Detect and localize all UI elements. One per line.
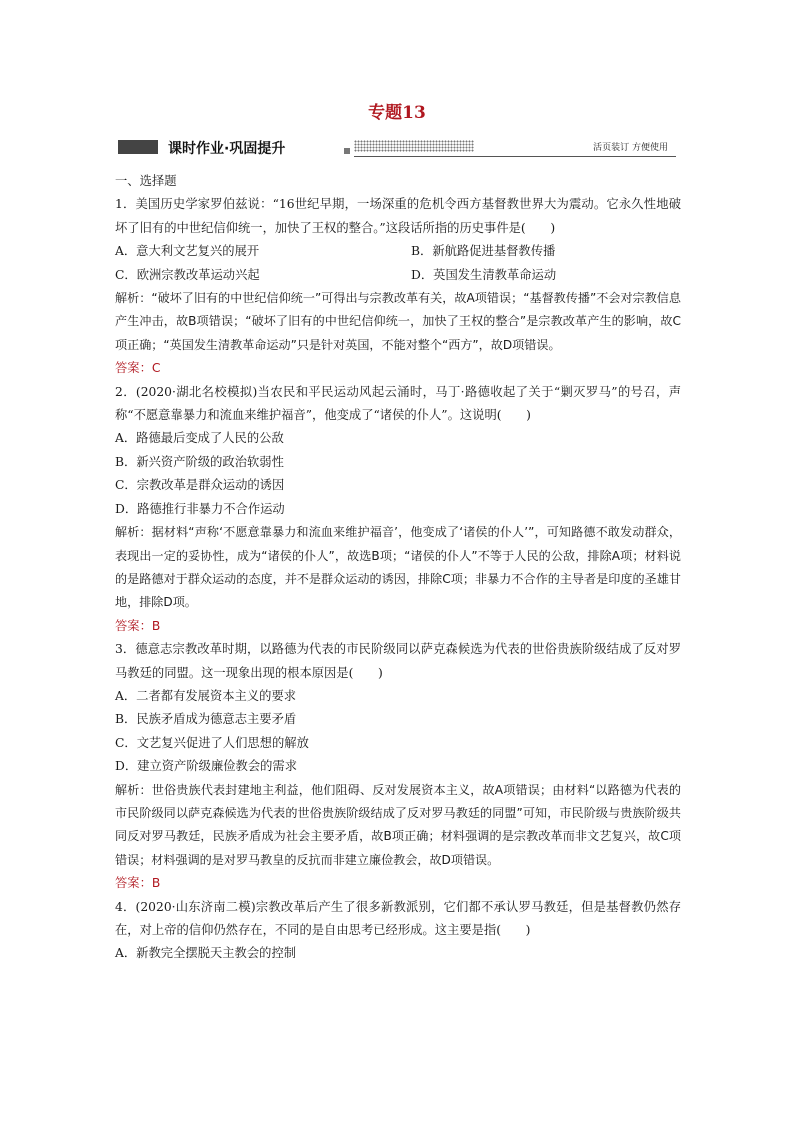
option-b: B．民族矛盾成为德意志主要矛盾 xyxy=(115,712,297,727)
option-a: A．路德最后变成了人民的公敌 xyxy=(115,431,284,446)
option-a: A．意大利文艺复兴的展开 xyxy=(115,244,260,259)
banner-title: 课时作业·巩固提升 xyxy=(168,141,286,157)
option-a: A．新教完全摆脱天主教会的控制 xyxy=(115,946,297,961)
option-b: B．新航路促进基督教传播 xyxy=(411,244,556,259)
question-3 xyxy=(115,638,681,895)
banner-square-icon xyxy=(344,148,350,154)
question-stem: 3．德意志宗教改革时期，以路德为代表的市民阶级同以萨克森候选为代表的世俗贵族阶级结成了反对罗马教廷的同盟。这一现象出现的根本原因是( ) xyxy=(115,642,681,680)
question-4 xyxy=(115,896,681,966)
banner-right-text: 活页装订 方便使用 xyxy=(593,143,668,153)
option-b: B．新兴资产阶级的政治软弱性 xyxy=(115,454,284,469)
analysis: 解析：世俗贵族代表封建地主利益，他们阻碍、反对发展资本主义，故A项错误；由材料“以路德为代表的市民阶级同以萨克森候选为代表的世俗贵族阶级结成了反对罗马教廷的同盟”可知，市民阶级与贵族阶级共同反对罗马教廷，民族矛盾成为社会主要矛盾，故B项正确；材料强调的是宗教改革而非文艺复兴，故C项错误；材料强调的是对罗马教皇的反抗而非建立廉俭教会，故D项错误。 xyxy=(115,782,681,867)
option-row xyxy=(115,240,681,263)
analysis: 解析：据材料“声称‘不愿意靠暴力和流血来维护福音’，他变成了‘诸侯的仆人’”，可知路德不敢发动群众，表现出一定的妥协性，成为“诸侯的仆人”，故选B项；“诸侯的仆人”不等于人民的公敌，排除A项；材料说的是路德对于群众运动的态度，并不是群众运动的诱因，排除C项；非暴力不合作的主导者是印度的圣雄甘地，排除D项。 xyxy=(115,525,681,610)
analysis: 解析：“破坏了旧有的中世纪信仰统一”可得出与宗教改革有关，故A项错误；“基督教传播”不会对宗教信息产生冲击，故B项错误；“破坏了旧有的中世纪信仰统一，加快了王权的整合”是宗教改革产生的影响，故C项正确；“英国发生清教革命运动”只是针对英国，不能对整个“西方”，故D项错误。 xyxy=(115,291,681,352)
option-d: D．建立资产阶级廉俭教会的需求 xyxy=(115,759,298,774)
option-d: D．路德推行非暴力不合作运动 xyxy=(115,501,285,516)
answer: 答案：C xyxy=(115,361,161,376)
option-d: D．英国发生清教革命运动 xyxy=(411,267,557,282)
page-title: 专题13 xyxy=(368,103,426,123)
question-stem: 2．(2020·湖北名校模拟)当农民和平民运动风起云涌时，马丁·路德收起了关于“剿灭罗马”的号召，声称“不愿意靠暴力和流血来维护福音”，他变成了“诸侯的仆人”。这说明( ) xyxy=(115,384,681,423)
question-stem: 4．(2020·山东济南二模)宗教改革后产生了很多新教派别，它们都不承认罗马教廷，但是基督教仍然存在，对上帝的信仰仍然存在，不同的是自由思考已经形成。这主要是指( ) xyxy=(115,899,681,937)
option-c: C．宗教改革是群众运动的诱因 xyxy=(115,478,285,493)
section-heading: 一、选择题 xyxy=(115,174,177,188)
question-content xyxy=(115,170,681,966)
section-banner xyxy=(118,138,676,158)
option-c: C．文艺复兴促进了人们思想的解放 xyxy=(115,735,309,750)
answer: 答案：B xyxy=(115,618,161,633)
answer: 答案：B xyxy=(115,876,161,891)
banner-rule xyxy=(354,156,676,157)
option-row xyxy=(115,264,681,287)
question-1 xyxy=(115,193,681,380)
banner-dot-pattern xyxy=(354,140,474,152)
question-stem: 1．美国历史学家罗伯兹说：“16世纪早期，一场深重的危机令西方基督教世界大为震动。它永久性地破坏了旧有的中世纪信仰统一，加快了王权的整合。”这段话所指的历史事件是( ) xyxy=(115,197,681,235)
question-2 xyxy=(115,381,681,638)
option-a: A．二者都有发展资本主义的要求 xyxy=(115,688,297,703)
banner-dark-block xyxy=(118,140,158,154)
option-c: C．欧洲宗教改革运动兴起 xyxy=(115,267,260,282)
